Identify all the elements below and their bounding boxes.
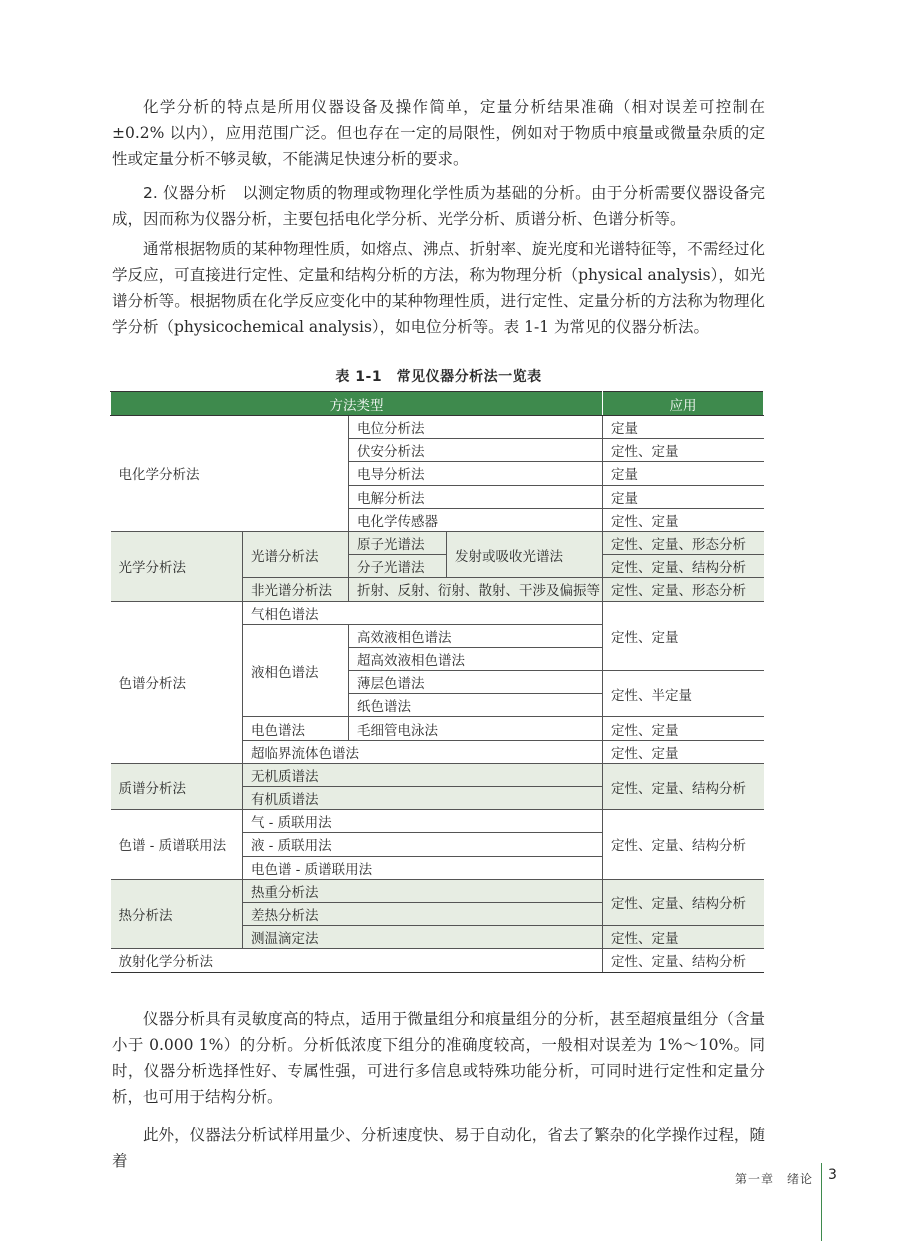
table-row	[111, 416, 764, 439]
method-cell: 原子光谱法	[349, 531, 447, 554]
method-cell: 折射、反射、衍射、散射、干涉及偏振等	[349, 578, 603, 601]
table-row	[111, 879, 764, 902]
paragraph-chemical-analysis: 化学分析的特点是所用仪器设备及操作简单，定量分析结果准确（相对误差可控制在 ±0.2% 以内），应用范围广泛。但也存在一定的局限性，例如对于物质中痕量或微量杂质的定性或定量分析不够灵敏，不能满足快速分析的要求。	[112, 98, 765, 168]
table-row	[111, 531, 764, 554]
table-header-row	[111, 392, 764, 416]
application-cell: 定性、定量、形态分析	[603, 578, 764, 601]
paragraph-sensitivity: 仪器分析具有灵敏度高的特点，适用于微量组分和痕量组分的分析，甚至超痕量组分（含量小于 0.000 1%）的分析。分析低浓度下组分的准确度较高，一般相对误差为 1%～10%。同时，仪器分析选择性好、专属性强，可进行多信息或特殊功能分析，可同时进行定性和定量分析，也可用于结构分析。	[112, 1010, 765, 1106]
subcategory-cell: 测温滴定法	[243, 926, 603, 949]
subcategory-cell: 液相色谱法	[243, 624, 349, 717]
method-cell: 超高效液相色谱法	[349, 647, 603, 670]
application-cell: 定性、定量	[603, 439, 764, 462]
application-cell: 定性、定量、结构分析	[603, 949, 764, 972]
subcategory-cell: 热重分析法	[243, 879, 603, 902]
application-cell: 定性、定量	[603, 601, 764, 671]
method-cell: 电解分析法	[349, 485, 603, 508]
application-cell: 定性、定量	[603, 740, 764, 763]
header-method-type: 方法类型	[111, 392, 603, 416]
application-cell: 定性、定量	[603, 926, 764, 949]
application-cell: 定量	[603, 485, 764, 508]
category-cell: 色谱分析法	[111, 601, 243, 763]
method-cell: 伏安分析法	[349, 439, 603, 462]
table-caption: 表 1-1 常见仪器分析法一览表	[335, 369, 542, 385]
application-cell: 定性、定量、结构分析	[603, 555, 764, 578]
subcategory-cell: 液 - 质联用法	[243, 833, 603, 856]
paragraph-instrumental-analysis	[112, 180, 765, 232]
subcategory-cell: 光谱分析法	[243, 531, 349, 577]
paragraph-physical-analysis: 通常根据物质的某种物理性质，如熔点、沸点、折射率、旋光度和光谱特征等，不需经过化学反应，可直接进行定性、定量和结构分析的方法，称为物理分析（physical analysis），如光谱分析等。根据物质在化学反应变化中的某种物理性质，进行定性、定量分析的方法称为物理化学分析（physicochemical analysis），如电位分析等。表 1-1 为常见的仪器分析法。	[112, 240, 765, 336]
table-row	[111, 763, 764, 786]
subcategory-cell: 气 - 质联用法	[243, 810, 603, 833]
paragraph-instrumental-body: 以测定物质的物理或物理化学性质为基础的分析。由于分析需要仪器设备完成，因而称为仪器分析，主要包括电化学分析、光学分析、质谱分析、色谱分析等。	[112, 184, 765, 228]
method-detail-cell: 发射或吸收光谱法	[447, 531, 603, 577]
subcategory-cell: 电色谱法	[243, 717, 349, 740]
method-cell: 分子光谱法	[349, 555, 447, 578]
subcategory-cell: 超临界流体色谱法	[243, 740, 603, 763]
category-cell: 电化学分析法	[111, 416, 349, 532]
method-cell: 电位分析法	[349, 416, 603, 439]
table-row	[111, 949, 764, 972]
table-row	[111, 601, 764, 624]
paragraph-advantages: 此外，仪器法分析试样用量少、分析速度快、易于自动化，省去了繁杂的化学操作过程，随着	[112, 1126, 765, 1170]
category-cell: 热分析法	[111, 879, 243, 949]
subcategory-cell: 差热分析法	[243, 902, 603, 925]
method-cell: 纸色谱法	[349, 694, 603, 717]
application-cell: 定性、半定量	[603, 671, 764, 717]
method-cell: 电化学传感器	[349, 508, 603, 531]
footer-divider	[821, 1163, 822, 1241]
subcategory-cell: 电色谱 - 质谱联用法	[243, 856, 603, 879]
category-cell: 质谱分析法	[111, 763, 243, 809]
application-cell: 定量	[603, 416, 764, 439]
application-cell: 定性、定量	[603, 717, 764, 740]
header-application: 应用	[603, 392, 764, 416]
method-cell: 高效液相色谱法	[349, 624, 603, 647]
section-heading-instrumental-analysis: 2. 仪器分析	[143, 184, 227, 202]
application-cell: 定性、定量、形态分析	[603, 531, 764, 554]
method-cell: 电导分析法	[349, 462, 603, 485]
running-footer-chapter: 第一章 绪论	[735, 1172, 814, 1186]
subcategory-cell: 有机质谱法	[243, 787, 603, 810]
application-cell: 定性、定量、结构分析	[603, 810, 764, 880]
method-cell: 毛细管电泳法	[349, 717, 603, 740]
application-cell: 定性、定量	[603, 508, 764, 531]
application-cell: 定性、定量、结构分析	[603, 763, 764, 809]
application-cell: 定量	[603, 462, 764, 485]
subcategory-cell: 气相色谱法	[243, 601, 603, 624]
method-cell: 薄层色谱法	[349, 671, 603, 694]
category-cell: 放射化学分析法	[111, 949, 603, 972]
category-cell: 色谱 - 质谱联用法	[111, 810, 243, 880]
page-number: 3	[828, 1167, 837, 1183]
subcategory-cell: 非光谱分析法	[243, 578, 349, 601]
application-cell: 定性、定量、结构分析	[603, 879, 764, 925]
instrumental-methods-table	[110, 391, 764, 973]
table-row	[111, 810, 764, 833]
subcategory-cell: 无机质谱法	[243, 763, 603, 786]
category-cell: 光学分析法	[111, 531, 243, 601]
